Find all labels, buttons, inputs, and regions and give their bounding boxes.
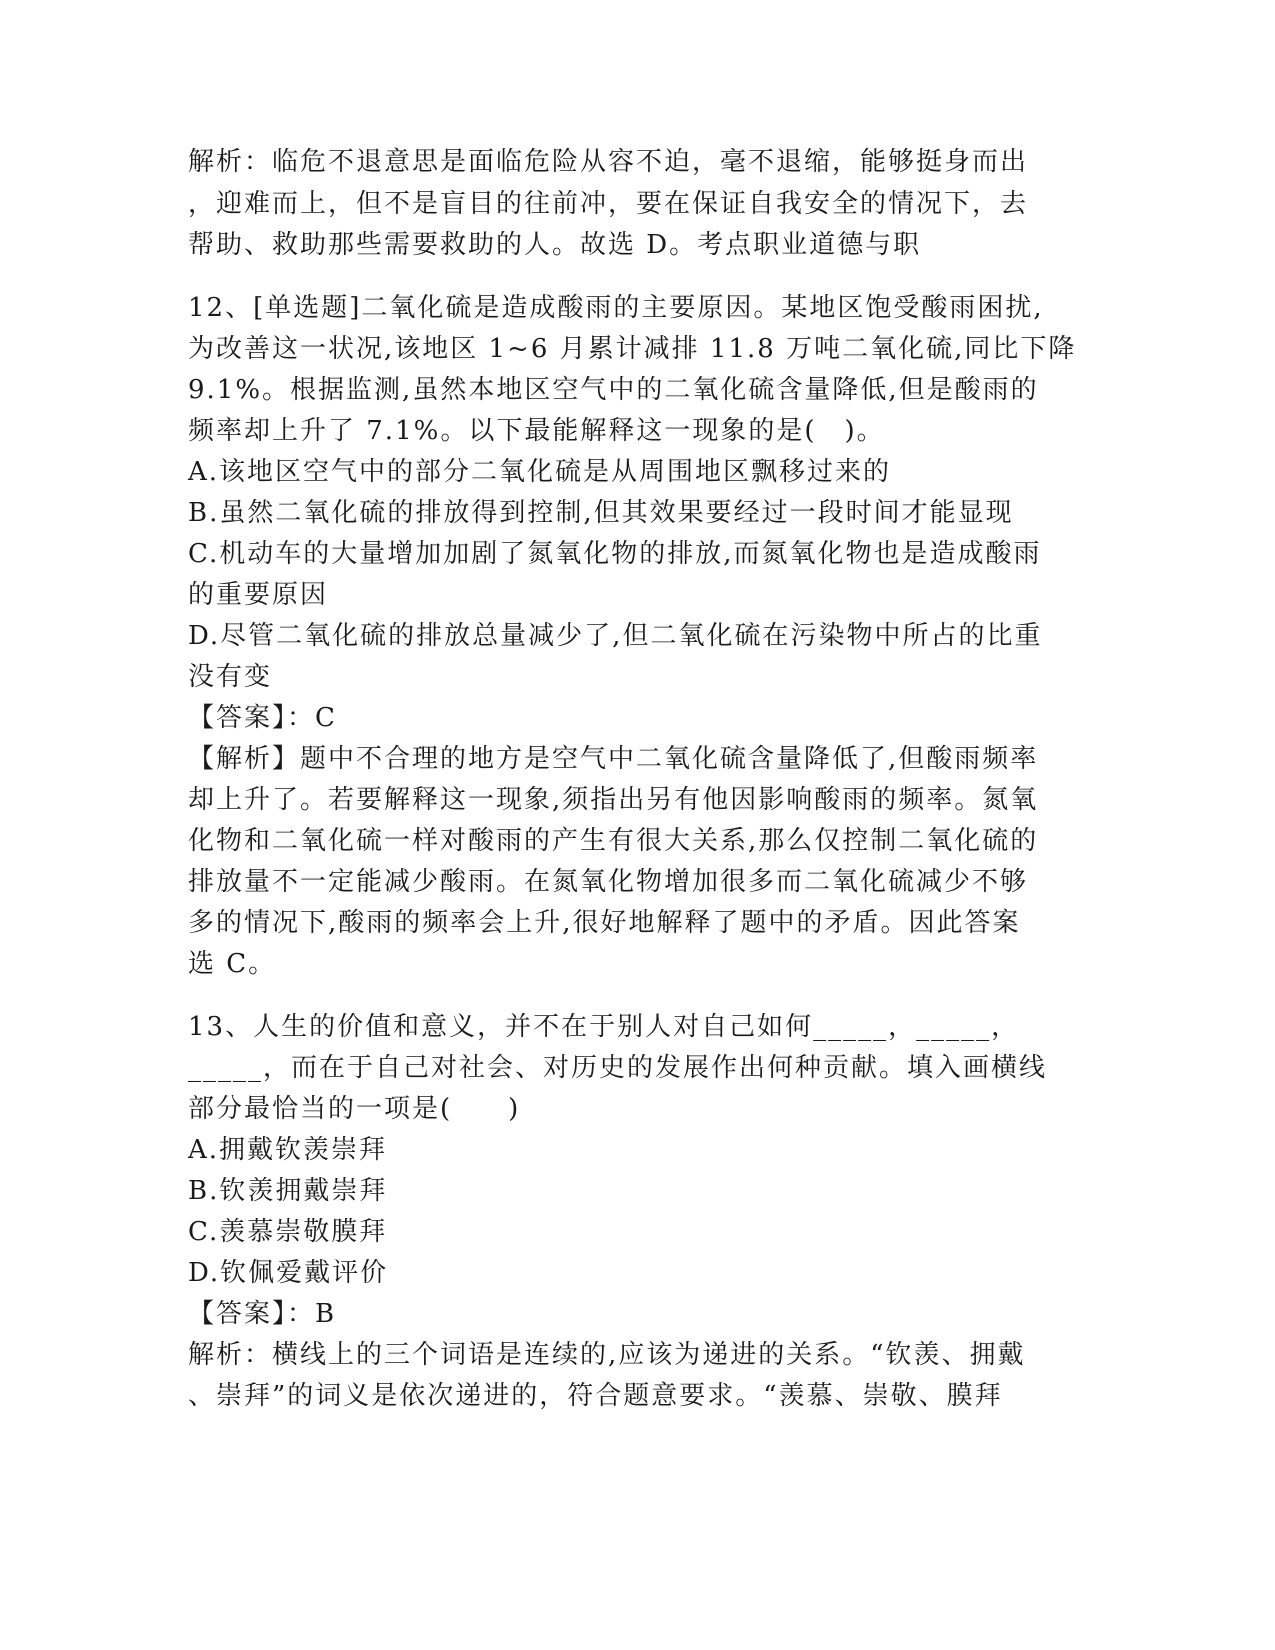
text-line: 帮助、救助那些需要救助的人。故选 D。考点职业道德与职 (188, 230, 922, 260)
text-line: 解析：临危不退意思是面临危险从容不迫，毫不退缩，能够挺身而出 (188, 147, 1029, 177)
text-line: 部分最恰当的一项是( ) (188, 1094, 521, 1124)
option-c: C.机动车的大量增加加剧了氮氧化物的排放,而氮氧化物也是造成酸雨 (188, 539, 1042, 569)
option-a: A.拥戴钦羡崇拜 (188, 1135, 388, 1165)
answer-line: 【答案】：B (188, 1299, 337, 1329)
option-b: B.钦羡拥戴崇拜 (188, 1176, 388, 1206)
option-a: A.该地区空气中的部分二氧化硫是从周围地区飘移过来的 (188, 457, 892, 487)
text-line: 多的情况下,酸雨的频率会上升,很好地解释了题中的矛盾。因此答案 (188, 908, 1021, 938)
text-line: 为改善这一状况,该地区 1~6 月累计减排 11.8 万吨二氧化硫,同比下降 (188, 334, 1077, 364)
text-line: _____，而在于自己对社会、对历史的发展作出何种贡献。填入画横线 (188, 1053, 1048, 1083)
text-line: ，迎难而上，但不是盲目的往前冲，要在保证自我安全的情况下，去 (188, 189, 1029, 219)
text-line: 频率却上升了 7.1%。以下最能解释这一现象的是( )。 (188, 416, 885, 446)
text-line: 却上升了。若要解释这一现象,须指出另有他因影响酸雨的频率。氮氧 (188, 785, 1039, 815)
option-d: D.钦佩爱戴评价 (188, 1258, 389, 1288)
text-line: 的重要原因 (188, 580, 329, 610)
option-d: D.尽管二氧化硫的排放总量减少了,但二氧化硫在污染物中所占的比重 (188, 621, 1043, 651)
explanation-line: 解析：横线上的三个词语是连续的,应该为递进的关系。“钦羡、拥戴 (188, 1340, 1026, 1370)
answer-line: 【答案】：C (188, 703, 337, 733)
question-13-line: 13、人生的价值和意义，并不在于别人对自己如何_____，_____， (188, 1012, 1020, 1042)
question-12-line: 12、[单选题]二氧化硫是造成酸雨的主要原因。某地区饱受酸雨困扰, (188, 293, 1044, 323)
explanation-line: 【解析】题中不合理的地方是空气中二氧化硫含量降低了,但酸雨频率 (188, 744, 1039, 774)
text-line: 选 C。 (188, 949, 277, 979)
option-c: C.羡慕崇敬膜拜 (188, 1217, 388, 1247)
text-line: 9.1%。根据监测,虽然本地区空气中的二氧化硫含量降低,但是酸雨的 (188, 375, 1039, 405)
option-b: B.虽然二氧化硫的排放得到控制,但其效果要经过一段时间才能显现 (188, 498, 1014, 528)
text-line: 排放量不一定能减少酸雨。在氮氧化物增加很多而二氧化硫减少不够 (188, 867, 1029, 897)
text-line: 没有变 (188, 662, 273, 692)
text-line: 化物和二氧化硫一样对酸雨的产生有很大关系,那么仅控制二氧化硫的 (188, 826, 1039, 856)
text-line: 、崇拜”的词义是依次递进的，符合题意要求。“羡慕、崇敬、膜拜 (188, 1381, 1003, 1411)
